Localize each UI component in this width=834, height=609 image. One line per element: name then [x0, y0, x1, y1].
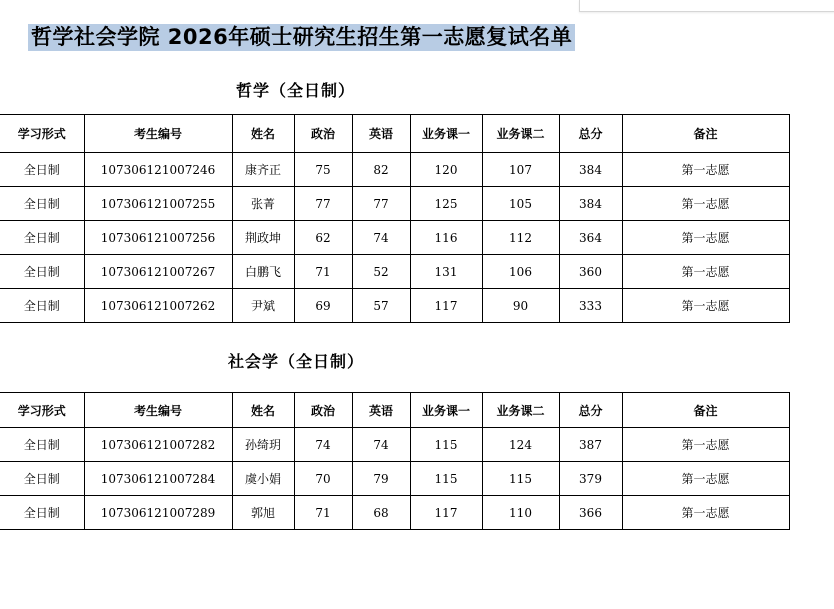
table-row: [0, 496, 789, 530]
header-cell-english: 英语: [352, 393, 410, 428]
cell-candidate-id: 107306121007267: [84, 255, 232, 289]
cell-study-mode: 全日制: [0, 462, 84, 496]
cell-subject-one: 116: [410, 221, 482, 255]
cell-subject-one: 117: [410, 289, 482, 323]
cell-study-mode: 全日制: [0, 221, 84, 255]
header-cell-candidate-id: 考生编号: [84, 393, 232, 428]
cell-total: 384: [559, 187, 622, 221]
table-header-row: [0, 115, 789, 153]
header-cell-remarks: 备注: [622, 393, 789, 428]
cell-english: 77: [352, 187, 410, 221]
header-cell-subject-two: 业务课二: [482, 115, 559, 153]
cell-english: 74: [352, 221, 410, 255]
cell-name: 尹斌: [232, 289, 294, 323]
cell-subject-one: 117: [410, 496, 482, 530]
header-cell-subject-one: 业务课一: [410, 393, 482, 428]
cell-remarks: 第一志愿: [622, 496, 789, 530]
cell-name: 虞小娟: [232, 462, 294, 496]
cell-candidate-id: 107306121007289: [84, 496, 232, 530]
cell-total: 366: [559, 496, 622, 530]
cell-english: 79: [352, 462, 410, 496]
header-cell-politics: 政治: [294, 393, 352, 428]
header-cell-name: 姓名: [232, 115, 294, 153]
cell-study-mode: 全日制: [0, 496, 84, 530]
table-row: [0, 289, 789, 323]
cell-name: 白鹏飞: [232, 255, 294, 289]
cell-subject-one: 120: [410, 153, 482, 187]
cell-english: 68: [352, 496, 410, 530]
header-cell-name: 姓名: [232, 393, 294, 428]
header-cell-total: 总分: [559, 115, 622, 153]
cell-total: 364: [559, 221, 622, 255]
cell-total: 384: [559, 153, 622, 187]
cell-candidate-id: 107306121007284: [84, 462, 232, 496]
cell-study-mode: 全日制: [0, 428, 84, 462]
cell-politics: 70: [294, 462, 352, 496]
cell-candidate-id: 107306121007246: [84, 153, 232, 187]
cell-total: 360: [559, 255, 622, 289]
cell-total: 333: [559, 289, 622, 323]
header-cell-study-mode: 学习形式: [0, 115, 84, 153]
cell-politics: 62: [294, 221, 352, 255]
cell-english: 74: [352, 428, 410, 462]
table-row: [0, 428, 789, 462]
table-row: [0, 255, 789, 289]
cell-total: 387: [559, 428, 622, 462]
cell-study-mode: 全日制: [0, 289, 84, 323]
admission-table-sociology: [0, 392, 790, 530]
cell-subject-two: 107: [482, 153, 559, 187]
cell-remarks: 第一志愿: [622, 187, 789, 221]
admission-table-philosophy: [0, 114, 790, 323]
table-header-row: [0, 393, 789, 428]
cell-name: 郭旭: [232, 496, 294, 530]
cell-subject-one: 131: [410, 255, 482, 289]
table-row: [0, 462, 789, 496]
cell-candidate-id: 107306121007255: [84, 187, 232, 221]
cell-remarks: 第一志愿: [622, 153, 789, 187]
table-row: [0, 221, 789, 255]
header-cell-english: 英语: [352, 115, 410, 153]
section-title-philosophy: 哲学（全日制）: [236, 81, 356, 100]
cell-politics: 69: [294, 289, 352, 323]
cell-total: 379: [559, 462, 622, 496]
cell-subject-two: 115: [482, 462, 559, 496]
header-cell-total: 总分: [559, 393, 622, 428]
cell-politics: 71: [294, 496, 352, 530]
cell-candidate-id: 107306121007256: [84, 221, 232, 255]
cell-subject-two: 110: [482, 496, 559, 530]
cell-candidate-id: 107306121007282: [84, 428, 232, 462]
cell-remarks: 第一志愿: [622, 428, 789, 462]
window-top-panel: [579, 0, 834, 12]
header-cell-politics: 政治: [294, 115, 352, 153]
cell-name: 荆政坤: [232, 221, 294, 255]
cell-name: 孙绮玥: [232, 428, 294, 462]
cell-study-mode: 全日制: [0, 255, 84, 289]
cell-subject-two: 124: [482, 428, 559, 462]
header-cell-study-mode: 学习形式: [0, 393, 84, 428]
cell-remarks: 第一志愿: [622, 462, 789, 496]
cell-english: 82: [352, 153, 410, 187]
cell-subject-two: 105: [482, 187, 559, 221]
header-cell-candidate-id: 考生编号: [84, 115, 232, 153]
cell-study-mode: 全日制: [0, 153, 84, 187]
header-cell-subject-two: 业务课二: [482, 393, 559, 428]
header-cell-subject-one: 业务课一: [410, 115, 482, 153]
cell-politics: 75: [294, 153, 352, 187]
cell-remarks: 第一志愿: [622, 255, 789, 289]
cell-subject-one: 115: [410, 462, 482, 496]
cell-english: 57: [352, 289, 410, 323]
cell-candidate-id: 107306121007262: [84, 289, 232, 323]
cell-subject-two: 112: [482, 221, 559, 255]
cell-remarks: 第一志愿: [622, 289, 789, 323]
table-row: [0, 153, 789, 187]
cell-politics: 77: [294, 187, 352, 221]
cell-name: 康齐正: [232, 153, 294, 187]
cell-politics: 74: [294, 428, 352, 462]
cell-subject-one: 115: [410, 428, 482, 462]
section-title-sociology: 社会学（全日制）: [228, 352, 365, 371]
cell-subject-two: 90: [482, 289, 559, 323]
document-title[interactable]: 哲学社会学院 2026年硕士研究生招生第一志愿复试名单: [28, 24, 575, 51]
cell-subject-one: 125: [410, 187, 482, 221]
cell-remarks: 第一志愿: [622, 221, 789, 255]
cell-name: 张菁: [232, 187, 294, 221]
cell-study-mode: 全日制: [0, 187, 84, 221]
cell-politics: 71: [294, 255, 352, 289]
table-row: [0, 187, 789, 221]
cell-english: 52: [352, 255, 410, 289]
cell-subject-two: 106: [482, 255, 559, 289]
header-cell-remarks: 备注: [622, 115, 789, 153]
